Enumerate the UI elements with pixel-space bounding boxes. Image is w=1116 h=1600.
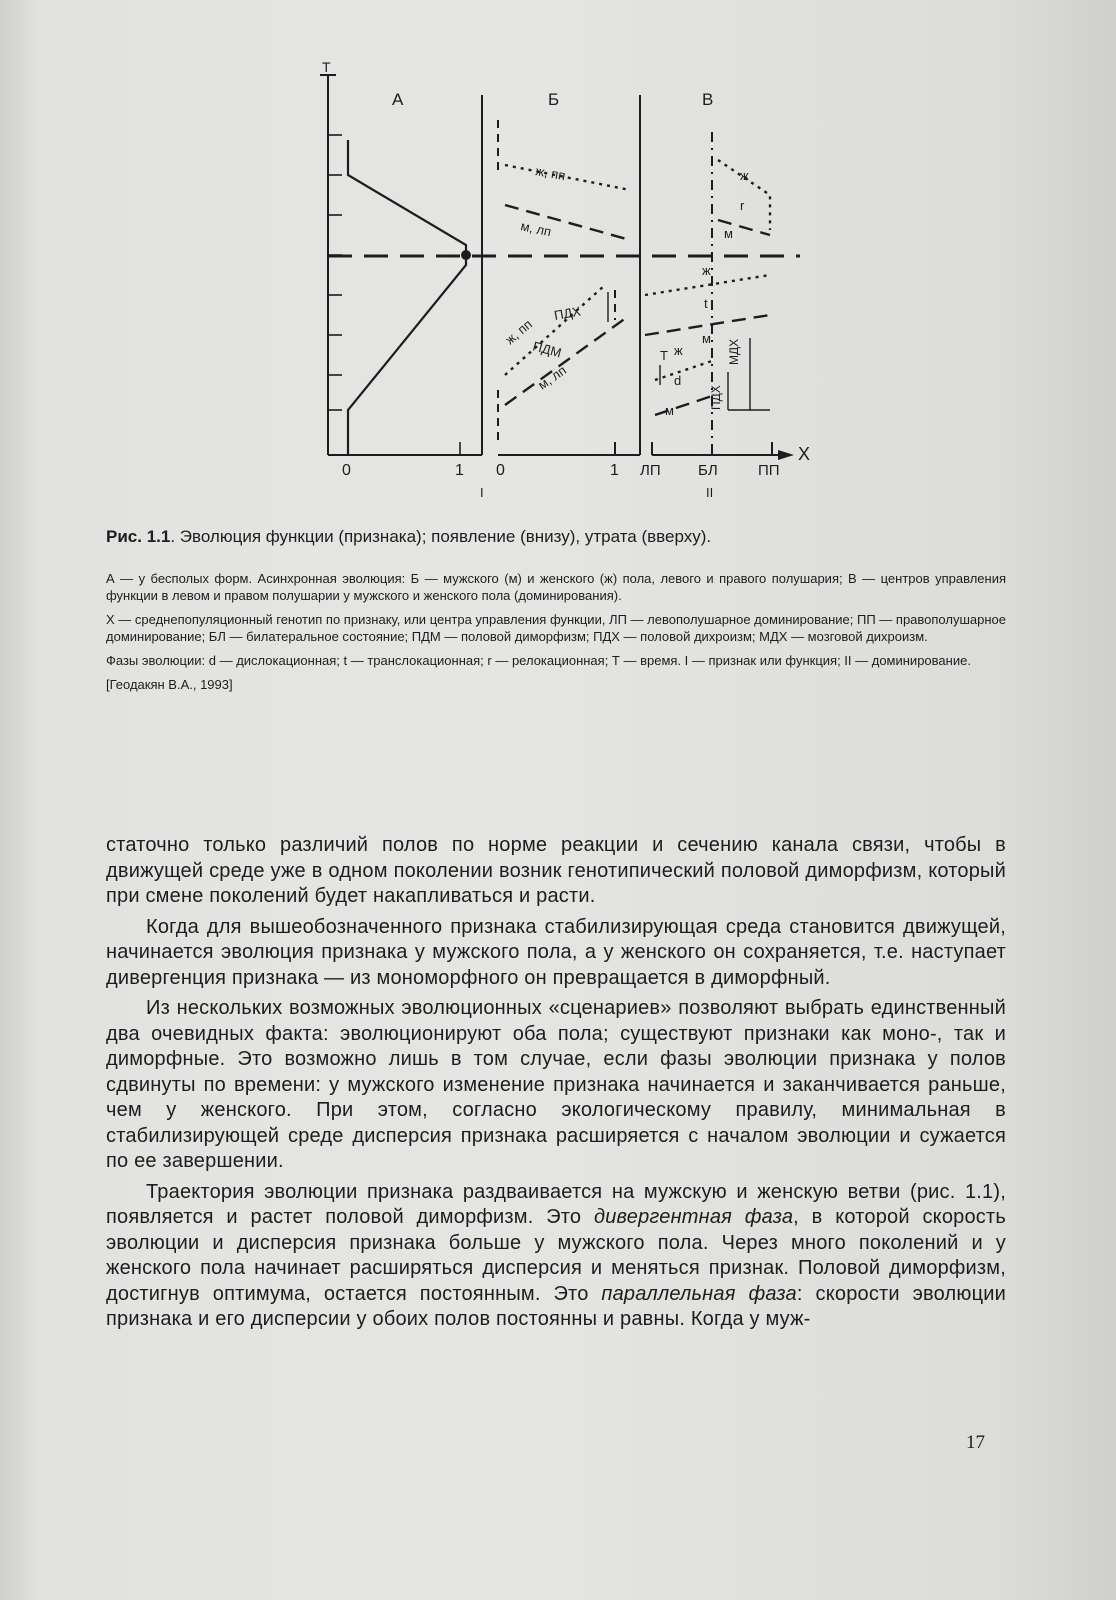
panel-label-a: А [392, 90, 404, 109]
lbl-c-zh-low: ж [674, 343, 683, 358]
axis-x-label: X [798, 444, 811, 464]
lbl-c-m-mid: м [702, 331, 711, 346]
b-tick-1: 1 [610, 462, 619, 479]
paragraph-1: статочно только различий полов по норме реакции и сечению канала связи, чтобы в движущей среде уже в одном поколении возник генотипический половой диморфизм, который при смене поколений будет накапливаться и расти. [106, 834, 1006, 907]
figure-legend [106, 570, 1006, 700]
c-tick-bl: БЛ [698, 462, 718, 479]
lbl-m-lp-top: м, лп [519, 218, 553, 240]
paragraph-4 [106, 1180, 1006, 1333]
lbl-c-t: t [704, 296, 708, 311]
lbl-c-m-low: м [665, 403, 674, 418]
p4-em-divergent: дивергентная фаза [593, 1206, 794, 1228]
p4-part-b: , в которой скорость эволюции и дисперсия признака больше у мужского пола. Через много поколений и у женского пола начинает расширяться дисперсия и меняться признак. Половой диморфизм, достигнув оптимума, остается постоянным. Это [106, 1206, 1006, 1305]
paragraph-3: Из нескольких возможных эволюционных «сценариев» позволяют выбрать единственный два очевидных факта: эволюционируют оба пола; существуют признаки как моно-, так и диморфные. Это возможно лишь в том случае, если фазы эволюции признака у полов сдвинуты по времени: у мужского изменение признака начинается и заканчивается раньше, чем у женского. При этом, согласно экологическому правилу, минимальная в стабилизирующей среде дисперсия признака расширяется с началом эволюции и сужается по ее завершении. [106, 997, 1006, 1172]
figure-1-1 [300, 60, 860, 520]
lbl-c-mdh: МДХ [727, 338, 741, 365]
body-text [106, 833, 1006, 1338]
p4-part-c: : скорости эволюции признака и его дисперсии у обоих полов постоянны и равны. Когда у муж- [106, 1282, 1007, 1330]
lbl-pdm: ПДМ [531, 338, 564, 361]
lbl-c-r: r [740, 198, 745, 213]
lbl-zh-pp-low: ж, пп [502, 316, 535, 348]
roman-two: II [706, 485, 714, 500]
figure-caption-label: Рис. 1.1 [106, 527, 171, 546]
lbl-c-d: d [674, 373, 682, 388]
panel-label-c: В [702, 90, 714, 109]
roman-one: I [480, 485, 484, 500]
lbl-zh-pp-top: ж, пп [534, 163, 567, 184]
b-zh-pp-top [505, 165, 630, 190]
lbl-c-T: Т [660, 348, 668, 363]
lbl-c-zh-mid: ж [702, 263, 711, 278]
figure-caption-text: . Эволюция функции (признака); появление (внизу), утрата (вверху). [170, 527, 712, 546]
legend-citation: [Геодакян В.А., 1993] [106, 677, 233, 692]
b-tick-0: 0 [496, 462, 505, 479]
panel-a-curve [348, 140, 466, 455]
axis-t-label: T [322, 60, 331, 75]
c-tick-lp: ЛП [640, 462, 661, 479]
lbl-m-lp-low: м, лп [535, 362, 569, 393]
legend-line-2: Х — среднепопуляционный генотип по признаку, или центра управления функции, ЛП — левополушарное доминирование; ПП — правополушарное доминирование; БЛ — билатеральное состояние; ПДМ — половой диморфизм; ПДХ — половой дихроизм; МДХ — мозговой дихроизм. [106, 612, 1006, 644]
lbl-c-m-top: м [724, 226, 733, 241]
p4-em-parallel: параллельная фаза [601, 1282, 797, 1305]
c-tick-pp: ПП [758, 462, 780, 479]
p4-part-a: Траектория эволюции признака раздваивается на мужскую и женскую ветви (рис. 1.1), появляется и растет половой диморфизм. Это [106, 1180, 1006, 1228]
lbl-pdh-b: ПДХ [552, 303, 582, 323]
paragraph-2: Когда для вышеобозначенного признака стабилизирующая среда становится движущей, начинается эволюция признака у мужского пола, а у женского он сохраняется, т.е. наступает дивергенция признака — из мономорфного он превращается в диморфный. [106, 915, 1006, 989]
figure-caption [106, 527, 1006, 547]
lbl-c-zh-top: ж [740, 168, 749, 183]
a-tick-0: 0 [342, 462, 351, 479]
panel-label-b: Б [548, 90, 560, 109]
a-tick-1: 1 [455, 462, 464, 479]
page-number: 17 [966, 1432, 985, 1453]
evolution-diagram [300, 60, 860, 520]
legend-line-1: А — у бесполых форм. Асинхронная эволюция: Б — мужского (м) и женского (ж) пола, левого и правого полушария; В — центров управления функции в левом и правом полушарии у мужского и женского пола (доминирования). [106, 571, 1006, 603]
legend-line-3: Фазы эволюции: d — дислокационная; t — транслокационная; r — релокационная; Т — время. I — признак или функция; II — доминирование. [106, 653, 971, 668]
lbl-c-pdh: ПДХ [709, 385, 723, 410]
